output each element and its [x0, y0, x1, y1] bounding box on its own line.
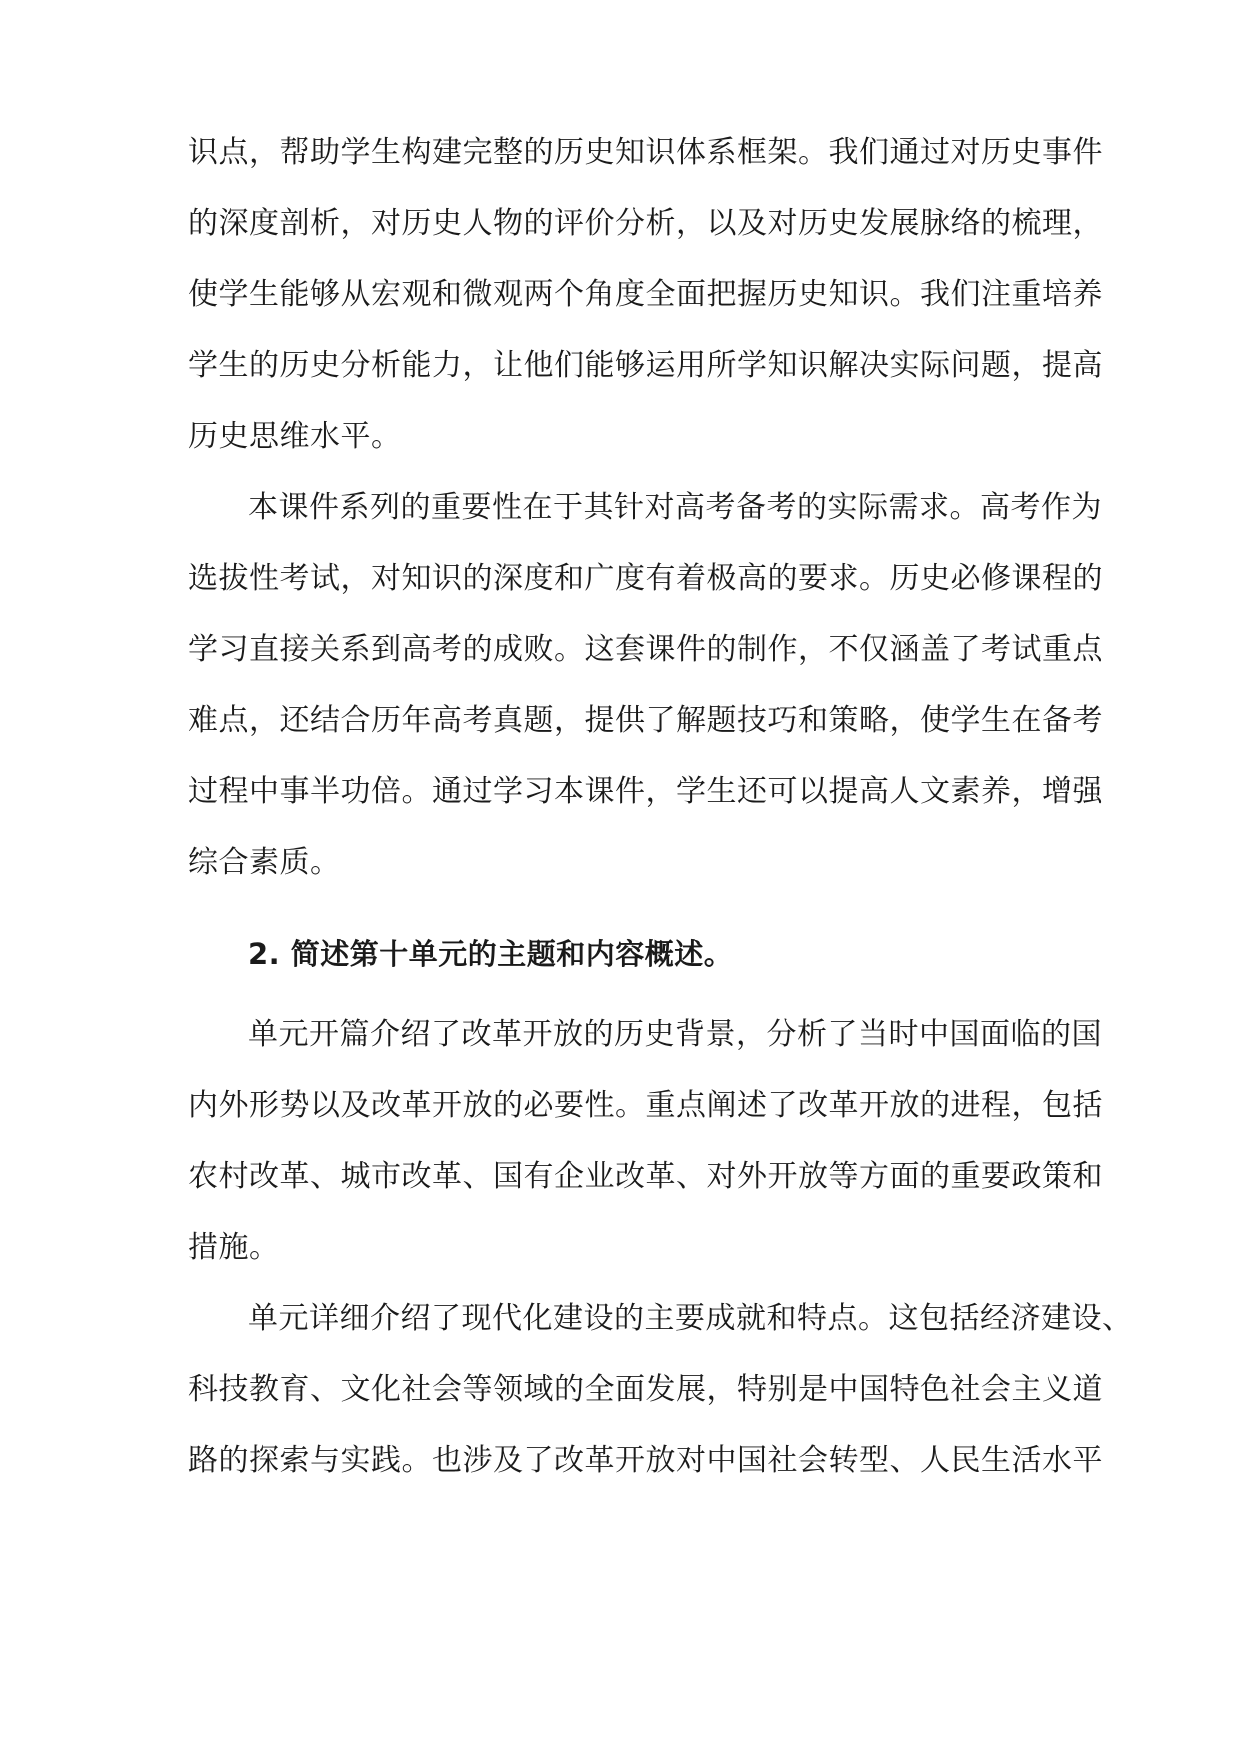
- paragraph-line: 农村改革、城市改革、国有企业改革、对外开放等方面的重要政策和: [188, 1159, 1103, 1194]
- paragraph-line: 学习直接关系到高考的成败。这套课件的制作，不仅涵盖了考试重点: [188, 632, 1103, 667]
- paragraph-line: 难点，还结合历年高考真题，提供了解题技巧和策略，使学生在备考: [188, 703, 1103, 738]
- paragraph-line: 措施。: [188, 1230, 280, 1265]
- paragraph-line: 过程中事半功倍。通过学习本课件，学生还可以提高人文素养，增强: [188, 774, 1103, 809]
- section-heading: 2. 简述第十单元的主题和内容概述。: [248, 937, 734, 971]
- paragraph-line: 识点，帮助学生构建完整的历史知识体系框架。我们通过对历史事件: [188, 135, 1103, 170]
- paragraph-line: 综合素质。: [188, 845, 341, 880]
- paragraph-line: 历史思维水平。: [188, 419, 402, 454]
- paragraph-line: 科技教育、文化社会等领域的全面发展，特别是中国特色社会主义道: [188, 1372, 1103, 1407]
- paragraph-line: 学生的历史分析能力，让他们能够运用所学知识解决实际问题，提高: [188, 348, 1103, 383]
- paragraph-line: 本课件系列的重要性在于其针对高考备考的实际需求。高考作为: [248, 490, 1102, 525]
- paragraph-line: 使学生能够从宏观和微观两个角度全面把握历史知识。我们注重培养: [188, 277, 1103, 312]
- paragraph-line: 单元开篇介绍了改革开放的历史背景，分析了当时中国面临的国: [248, 1017, 1102, 1052]
- paragraph-line: 的深度剖析，对历史人物的评价分析，以及对历史发展脉络的梳理，: [188, 206, 1103, 241]
- paragraph-line: 路的探索与实践。也涉及了改革开放对中国社会转型、人民生活水平: [188, 1443, 1103, 1478]
- paragraph-line: 选拔性考试，对知识的深度和广度有着极高的要求。历史必修课程的: [188, 561, 1103, 596]
- paragraph-line: 内外形势以及改革开放的必要性。重点阐述了改革开放的进程，包括: [188, 1088, 1103, 1123]
- paragraph-line: 单元详细介绍了现代化建设的主要成就和特点。这包括经济建设、: [248, 1301, 1133, 1336]
